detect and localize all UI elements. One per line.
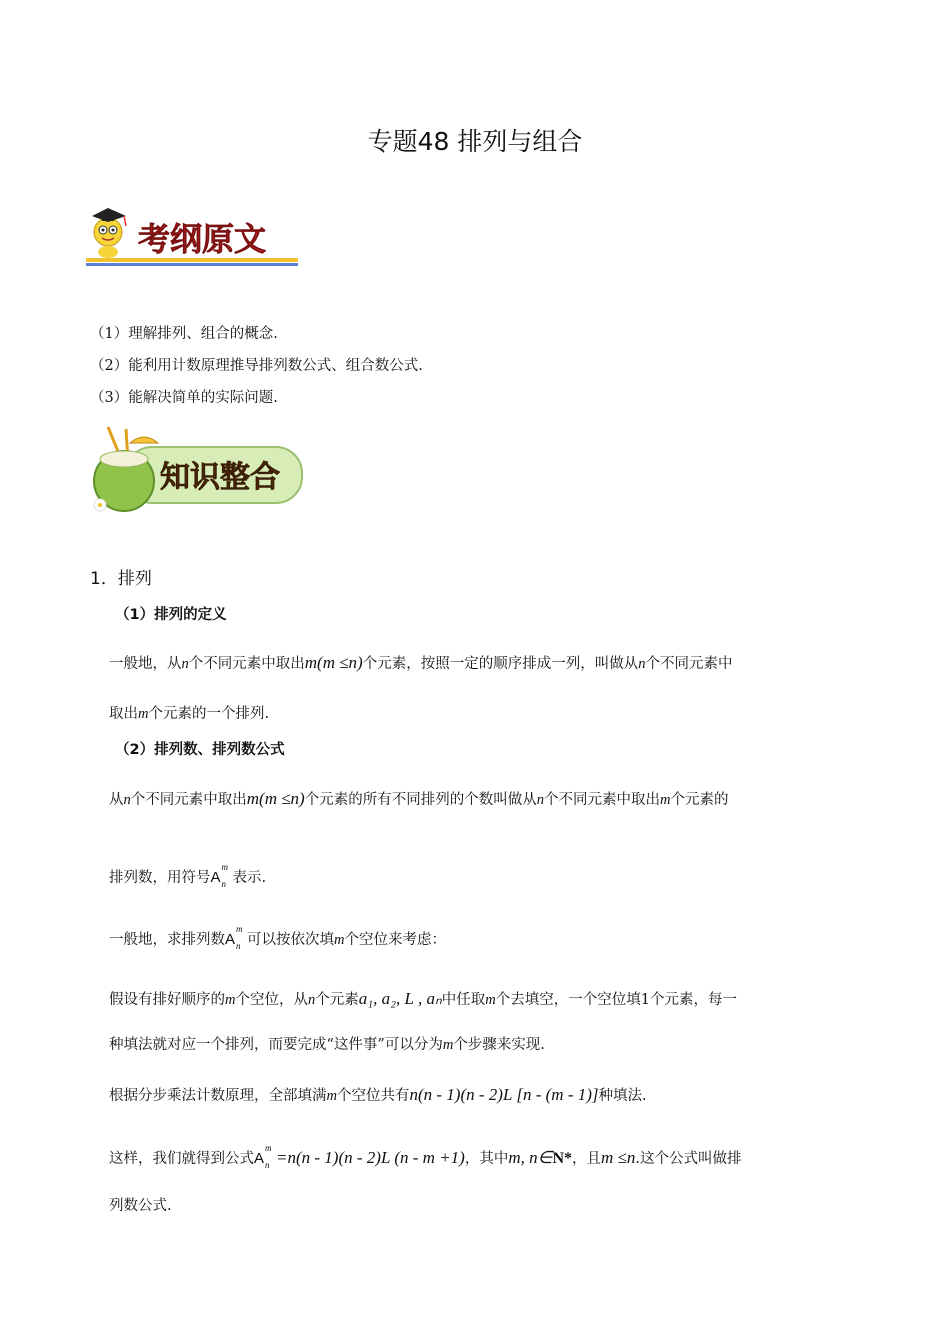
outline-item: （1）理解排列、组合的概念. <box>90 326 278 342</box>
mascot-icon <box>92 208 126 258</box>
coconut-icon <box>94 427 158 511</box>
paragraph-formula-2: 列数公式. <box>109 1198 172 1214</box>
paragraph-definition-2: 取出m个元素的一个排列. <box>109 706 270 722</box>
paragraph-multiplication-principle: 根据分步乘法计数原理，全部填满m个空位共有n(n - 1)(n - 2)L [n - (m - 1)]种填法. <box>109 1085 647 1104</box>
paragraph-assume-1: 假设有排好顺序的m个空位，从n个元素a₁, a₂, L , aₙ中任取m个去填空，一个空位填1个元素，每一 <box>109 989 737 1008</box>
outline-banner <box>86 200 301 270</box>
outline-item: （2）能利用计数原理推导排列数公式、组合数公式. <box>90 358 423 374</box>
paragraph-fill-approach: 一般地，求排列数A m n 可以按依次填m个空位来考虑： <box>109 924 446 951</box>
section-heading: 1．排列 <box>90 569 152 589</box>
knowledge-banner-text: 知识整合 <box>160 460 280 495</box>
paragraph-formula-1: 这样，我们就得到公式A m n =n(n - 1)(n - 2)L (n - m +1)，其中m, n∈N*，且m ≤n.这个公式叫做排 <box>109 1143 742 1170</box>
page-title: 专题48 排列与组合 <box>367 127 583 156</box>
knowledge-banner <box>86 425 306 515</box>
subheading-definition: （1）排列的定义 <box>115 607 227 623</box>
paragraph-permutation-number-2: 排列数，用符号A m n 表示. <box>109 862 267 889</box>
subheading-permutation-number: （2）排列数、排列数公式 <box>115 742 285 758</box>
paragraph-definition-1: 一般地，从n个不同元素中取出m(m ≤n)个元素，按照一定的顺序排成一列，叫做从n个不同元素中 <box>109 653 733 672</box>
paragraph-assume-2: 种填法就对应一个排列，而要完成“这件事”可以分为m个步骤来实现. <box>109 1037 545 1053</box>
outline-item: （3）能解决简单的实际问题. <box>90 390 278 406</box>
outline-banner-text: 考纲原文 <box>138 220 267 258</box>
paragraph-permutation-number-1: 从n个不同元素中取出m(m ≤n)个元素的所有不同排列的个数叫做从n个不同元素中取出m个元素的 <box>109 789 729 808</box>
